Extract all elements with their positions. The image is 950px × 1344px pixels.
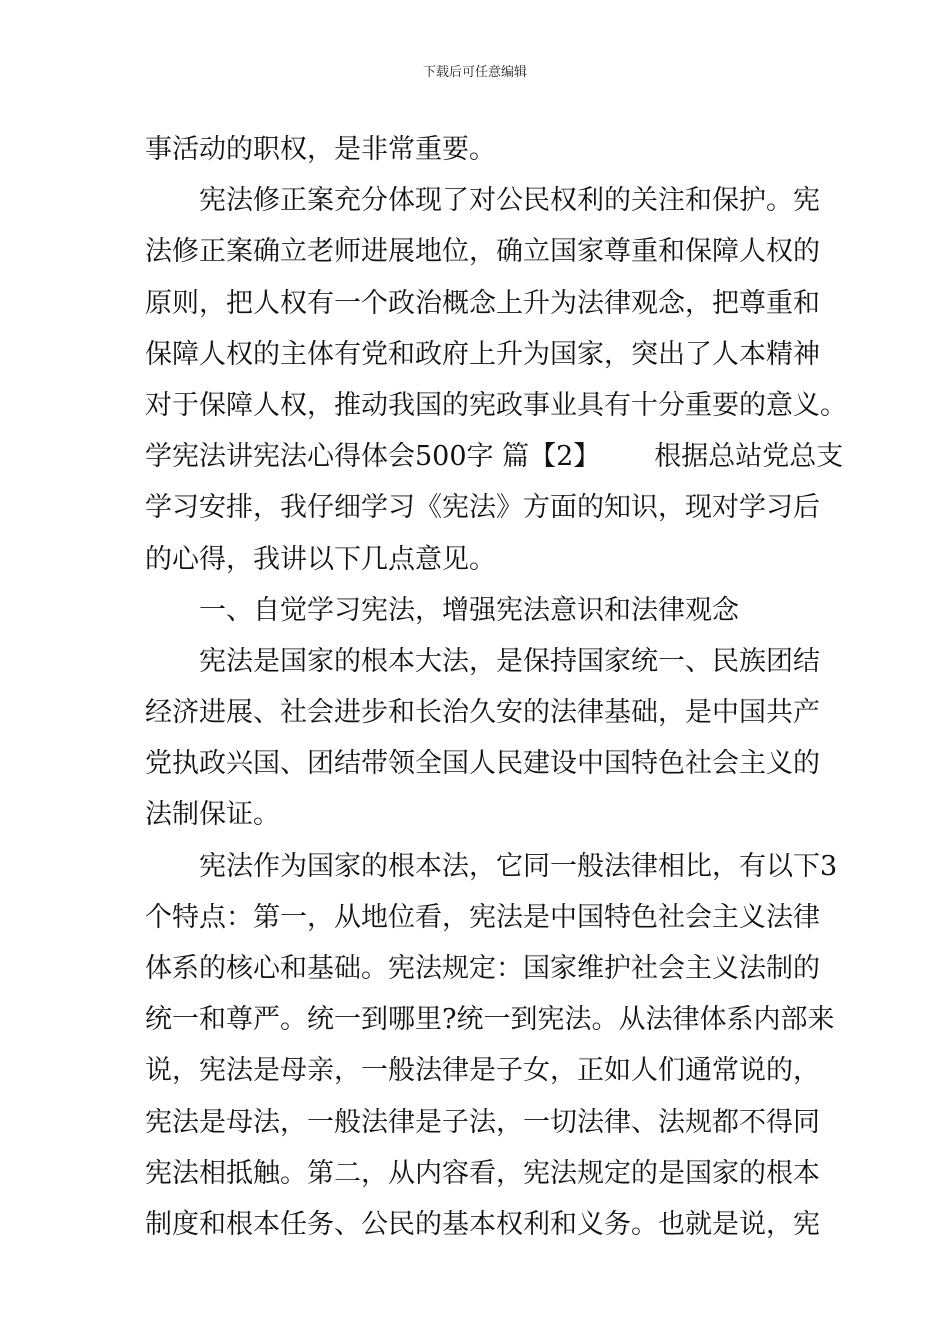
text-line: 宪法是母法，一般法律是子法，一切法律、法规都不得同 [145, 1106, 820, 1138]
text-line: 说，宪法是母亲，一般法律是子女，正如人们通常说的， [145, 1055, 820, 1087]
text-line: 宪法是国家的根本大法，是保持国家统一、民族团结 [199, 645, 820, 677]
text-line: 宪法修正案充分体现了对公民权利的关注和保护。宪 [199, 185, 820, 217]
text-line: 制度和根本任务、公民的基本权利和义务。也就是说，宪 [145, 1208, 820, 1240]
text-line: 的心得，我讲以下几点意见。 [145, 543, 496, 575]
text-line: 统一和尊严。统一到哪里?统一到宪法。从法律体系内部来 [145, 1004, 835, 1036]
text-line: 事活动的职权，是非常重要。 [145, 134, 496, 165]
text-line: 法修正案确立老师进展地位，确立国家尊重和保障人权的 [145, 236, 820, 268]
section-heading-line [145, 431, 844, 482]
text-line: 经济进展、社会进步和长治久安的法律基础，是中国共产 [145, 697, 820, 729]
text-line: 体系的核心和基础。宪法规定：国家维护社会主义法制的 [145, 953, 820, 984]
text-line: 宪法相抵触。第二，从内容看，宪法规定的是国家的根本 [145, 1157, 820, 1189]
subheading-line: 一、自觉学习宪法，增强宪法意识和法律观念 [199, 594, 739, 626]
text-line: 学习安排，我仔细学习《宪法》方面的知识，现对学习后 [145, 492, 820, 524]
section-heading: 学宪法讲宪法心得体会500字 篇【2】 [145, 441, 601, 473]
page-header: 下载后可任意编辑 [422, 65, 527, 80]
text-line: 法制保证。 [145, 799, 280, 831]
text-line: 原则，把人权有一个政治概念上升为法律观念，把尊重和 [145, 287, 820, 319]
text-line: 保障人权的主体有党和政府上升为国家，突出了人本精神 [145, 338, 820, 370]
section-heading-tail: 根据总站党总支 [654, 441, 844, 473]
text-line: 对于保障人权，推动我国的宪政事业具有十分重要的意义。 [145, 389, 847, 421]
text-line: 宪法作为国家的根本法，它同一般法律相比，有以下3 [199, 850, 838, 882]
document-body [145, 124, 847, 1250]
text-line: 党执政兴国、团结带领全国人民建设中国特色社会主义的 [145, 748, 820, 780]
text-line: 个特点：第一，从地位看，宪法是中国特色社会主义法律 [145, 901, 820, 933]
